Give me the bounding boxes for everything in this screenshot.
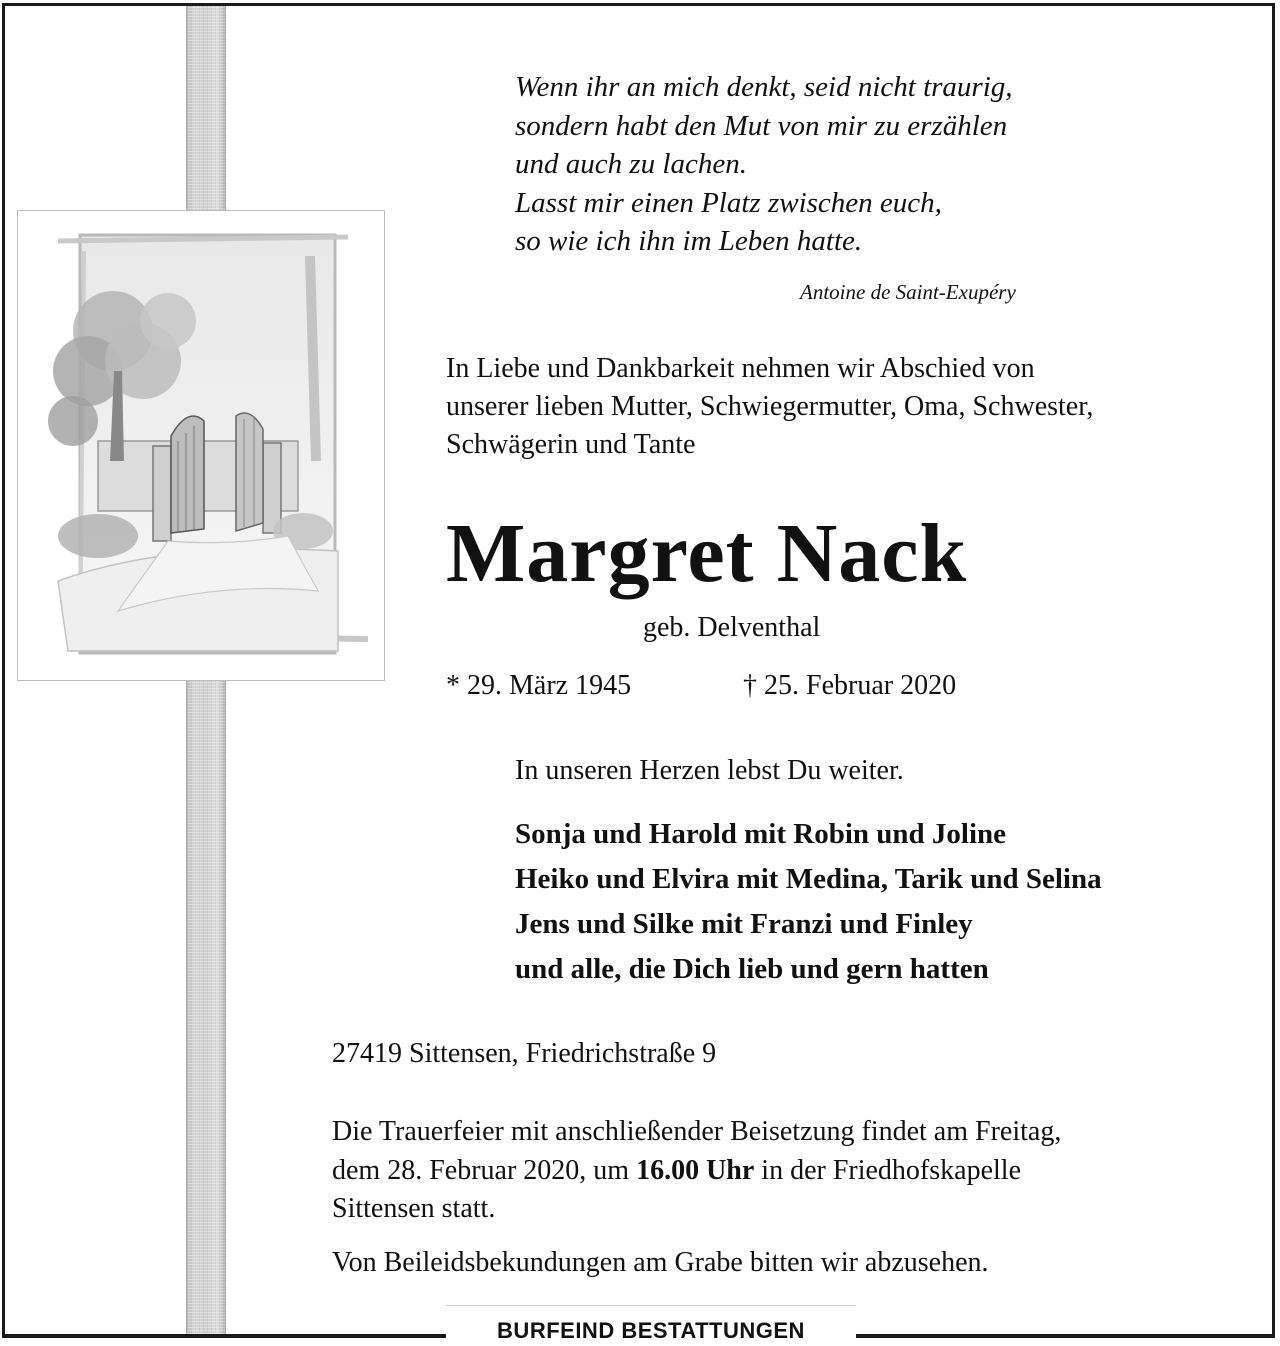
ceremony-date-text: dem 28. Februar 2020, um: [332, 1154, 637, 1186]
family-line: Heiko und Elvira mit Medina, Tarik und Selina: [515, 863, 1102, 895]
frame-bottom-right: [856, 1334, 1275, 1338]
deceased-name: Margret Nack: [446, 507, 968, 600]
poem: [515, 68, 1013, 261]
family-line: Sonja und Harold mit Robin und Joline: [515, 818, 1007, 850]
maiden-name: geb. Delventhal: [643, 612, 821, 643]
motto: In unseren Herzen lebst Du weiter.: [515, 755, 904, 786]
poem-line: so wie ich ihn im Leben hatte.: [515, 225, 863, 257]
undertaker-logo: [446, 1305, 856, 1346]
undertaker-name: BURFEIND BESTATTUNGEN: [497, 1318, 805, 1343]
family-line: und alle, die Dich lieb und gern hatten: [515, 953, 989, 985]
condolence-note: Von Beileidsbekundungen am Grabe bitten wir abzusehen.: [332, 1247, 989, 1278]
poem-line: Lasst mir einen Platz zwischen euch,: [515, 186, 942, 219]
ceremony-line: [332, 1152, 1061, 1191]
death-date: † 25. Februar 2020: [743, 670, 957, 701]
intro-line: In Liebe und Dankbarkeit nehmen wir Abschied von: [446, 353, 1035, 384]
poem-line: Wenn ihr an mich denkt, seid nicht traurig,: [515, 71, 1013, 103]
family-list: [515, 812, 1102, 992]
ceremony-line: Sittensen statt.: [332, 1193, 496, 1224]
garden-gate-illustration: [17, 210, 385, 681]
intro-line: unserer lieben Mutter, Schwiegermutter, Oma, Schwester,: [446, 391, 1094, 422]
poem-author: Antoine de Saint-Exupéry: [800, 280, 1016, 304]
birth-date: * 29. März 1945: [446, 670, 632, 701]
frame-bottom-left: [2, 1334, 446, 1338]
ceremony-line: Die Trauerfeier mit anschließender Beisetzung findet am Freitag,: [332, 1116, 1062, 1147]
intro-line: Schwägerin und Tante: [446, 429, 696, 460]
intro-text: [446, 350, 1093, 464]
poem-line: und auch zu lachen.: [515, 148, 747, 180]
ceremony-location-text: in der Friedhofskapelle: [754, 1154, 1021, 1186]
ceremony-info: [332, 1113, 1061, 1229]
family-line: Jens und Silke mit Franzi und Finley: [515, 908, 973, 940]
address: 27419 Sittensen, Friedrichstraße 9: [332, 1038, 717, 1069]
poem-line: sondern habt den Mut von mir zu erzählen: [515, 109, 1008, 142]
ceremony-time: 16.00 Uhr: [636, 1154, 755, 1186]
